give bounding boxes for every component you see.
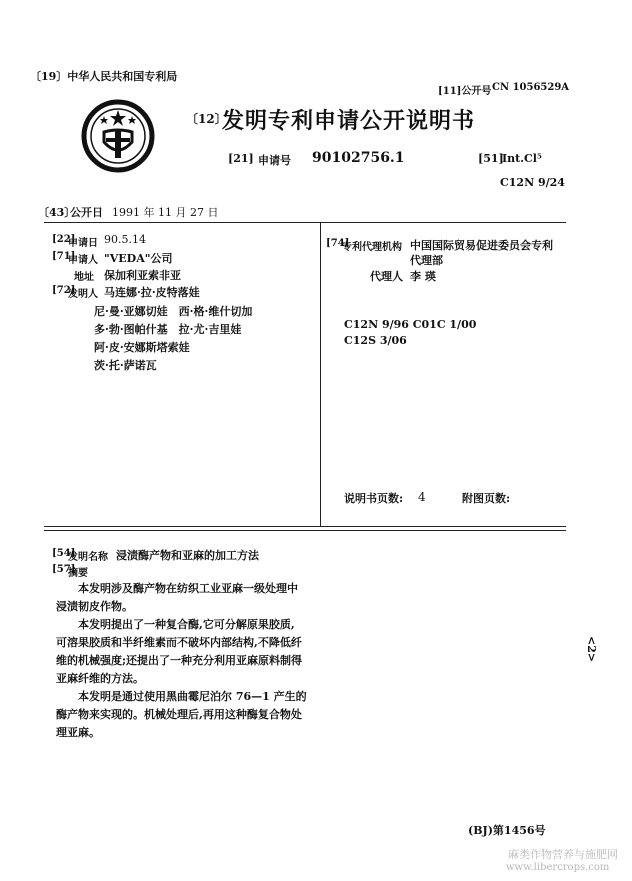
watermark-line-1: 麻类作物营养与施肥网: [508, 848, 618, 861]
class-line: C12N 9/96 C01C 1/00: [344, 318, 477, 331]
biblio-code: [71]: [52, 251, 76, 262]
watermark-line-2: www.libercrops.com: [506, 862, 610, 873]
intcl-code: [51]: [478, 152, 504, 165]
intcl-value: C12N 9/24: [500, 176, 565, 189]
side-page-mark: <2>: [585, 636, 598, 663]
intcl-label: Int.Cl⁵: [502, 152, 542, 165]
app-no: 90102756.1: [312, 150, 405, 166]
pubdate-code: 〔43〕: [38, 206, 76, 219]
pubdate-value: 1991 年 11 月 27 日: [112, 206, 219, 219]
abstract-line: 亚麻纤维的方法。: [56, 672, 144, 685]
desc-pages-label: 说明书页数:: [344, 492, 404, 505]
agency-value-2: 代理部: [410, 254, 443, 267]
divider-center: [320, 222, 321, 526]
biblio-label: 申请人: [68, 255, 98, 266]
biblio-value: "VEDA"公司: [104, 252, 173, 265]
agent-value: 李 瑛: [410, 270, 436, 283]
biblio-label: 申请日: [68, 238, 98, 249]
country-line: 〔19〕中华人民共和国专利局: [30, 70, 178, 83]
biblio-label: 发明人: [68, 289, 98, 300]
app-no-code: [21]: [228, 152, 254, 165]
invention-name-label: 发明名称: [68, 552, 108, 563]
abstract-code: [57]: [52, 564, 76, 575]
pubdate-label: 公开日: [70, 206, 103, 219]
biblio-label: 地址: [74, 272, 94, 283]
pub-no-label: [11]公开号: [438, 86, 492, 97]
footer-code: (BJ)第1456号: [468, 824, 546, 837]
inventor-line: 多·勃·图帕什基 拉·尤·吉里娃: [94, 323, 242, 336]
inventor-line: 茨·托·萨诺瓦: [94, 359, 157, 372]
doc-code: 〔12〕: [186, 112, 227, 126]
biblio-code: [22]: [52, 234, 76, 245]
abstract-line: 理亚麻。: [56, 726, 100, 739]
doc-title: 发明专利申请公开说明书: [222, 108, 476, 134]
abstract-line: 本发明是通过使用黑曲霉尼泊尔 76—1 产生的: [56, 690, 307, 703]
desc-pages-value: 4: [418, 490, 426, 504]
app-no-label: 申请号: [258, 154, 291, 167]
invention-name-code: [54]: [52, 548, 76, 559]
pub-no: CN 1056529A: [492, 82, 570, 93]
divider-top: [44, 222, 566, 223]
agent-label: 代理人: [370, 270, 403, 283]
abstract-line: 浸渍韧皮作物。: [56, 600, 133, 613]
agency-label: 专利代理机构: [342, 242, 402, 253]
agency-code: [74]: [326, 238, 350, 249]
divider-mid-2: [44, 530, 566, 531]
national-emblem-icon: [80, 98, 156, 174]
inventor-line: 阿·皮·安娜斯塔索娃: [94, 341, 190, 354]
fig-pages-label: 附图页数:: [462, 492, 511, 505]
biblio-value: 保加利亚索非亚: [104, 269, 181, 282]
inventor-line: 尼·曼·亚娜切娃 西·格·维什切加: [94, 305, 253, 318]
abstract-line: 本发明涉及酶产物在纺织工业亚麻一级处理中: [56, 582, 298, 595]
divider-mid: [44, 526, 566, 527]
invention-name-value: 浸渍酶产物和亚麻的加工方法: [116, 549, 259, 562]
biblio-value: 90.5.14: [104, 233, 146, 246]
abstract-line: 本发明提出了一种复合酶,它可分解原果胶质,: [56, 618, 295, 631]
abstract-line: 酶产物来实现的。机械处理后,再用这种酶复合物处: [56, 708, 302, 721]
abstract-line: 维的机械强度;还提出了一种充分利用亚麻原料制得: [56, 654, 303, 667]
agency-value: 中国国际贸易促进委员会专利: [410, 239, 553, 252]
class-line: C12S 3/06: [344, 334, 407, 347]
abstract-label: 摘要: [68, 568, 88, 579]
abstract-line: 可溶果胶质和半纤维素而不破坏内部结构,不降低纤: [56, 636, 302, 649]
biblio-value: 马连娜·拉·皮特落娃: [104, 286, 200, 299]
biblio-code: [72]: [52, 285, 76, 296]
